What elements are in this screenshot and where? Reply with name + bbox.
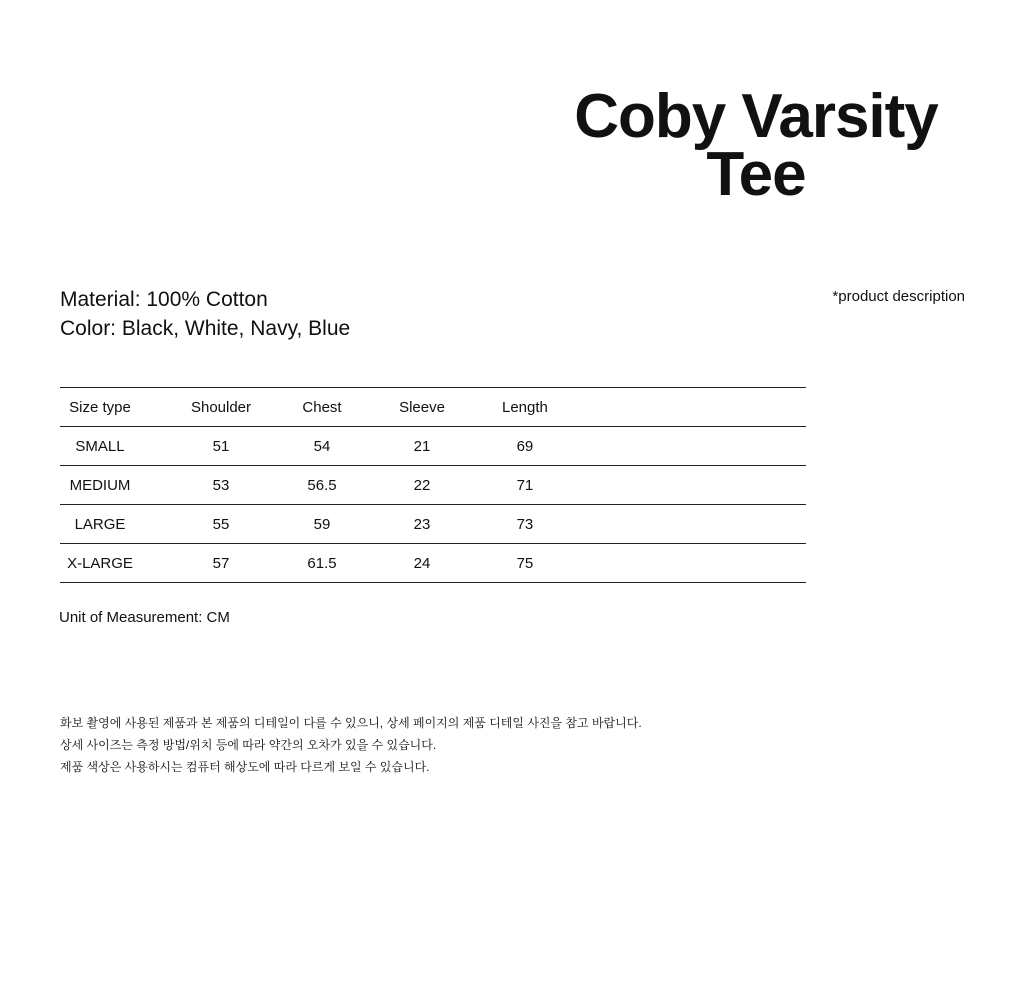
cell-sleeve: 23 — [342, 505, 502, 544]
table-header-row — [60, 388, 806, 427]
cell-size: LARGE — [60, 505, 140, 544]
product-title — [546, 82, 966, 209]
cell-shoulder: 55 — [140, 505, 302, 544]
cell-chest: 54 — [302, 427, 342, 466]
unit-of-measurement: Unit of Measurement: CM — [59, 609, 230, 626]
cell-shoulder: 57 — [140, 544, 302, 583]
note-line: 상세 사이즈는 측정 방법/위치 등에 따라 약간의 오차가 있을 수 있습니다. — [60, 738, 437, 752]
cell-spacer — [548, 466, 806, 505]
cell-sleeve: 21 — [342, 427, 502, 466]
cell-length: 69 — [502, 427, 548, 466]
cell-spacer — [548, 505, 806, 544]
cell-shoulder: 53 — [140, 466, 302, 505]
cell-sleeve: 24 — [342, 544, 502, 583]
cell-chest: 61.5 — [302, 544, 342, 583]
color-text: Color: Black, White, Navy, Blue — [60, 317, 351, 340]
table-row — [60, 466, 806, 505]
cell-size: X-LARGE — [60, 544, 140, 583]
notes-block — [60, 712, 642, 778]
cell-length: 73 — [502, 505, 548, 544]
table-row — [60, 427, 806, 466]
header-shoulder: Shoulder — [140, 388, 302, 427]
note-line: 화보 촬영에 사용된 제품과 본 제품의 디테일이 다를 수 있으니, 상세 페이지의 제품 디테일 사진을 참고 바랍니다. — [60, 716, 642, 730]
header-chest: Chest — [302, 388, 342, 427]
table-row — [60, 505, 806, 544]
product-title-line-2: Tee — [706, 140, 806, 209]
cell-size: SMALL — [60, 427, 140, 466]
cell-spacer — [548, 427, 806, 466]
material-text: Material: 100% Cotton — [60, 288, 268, 311]
header-spacer — [548, 388, 806, 427]
cell-sleeve: 22 — [342, 466, 502, 505]
cell-shoulder: 51 — [140, 427, 302, 466]
cell-chest: 59 — [302, 505, 342, 544]
cell-size: MEDIUM — [60, 466, 140, 505]
cell-chest: 56.5 — [302, 466, 342, 505]
header-sleeve: Sleeve — [342, 388, 502, 427]
header-length: Length — [502, 388, 548, 427]
header-size-type: Size type — [60, 388, 140, 427]
note-line: 제품 색상은 사용하시는 컴퓨터 해상도에 따라 다르게 보일 수 있습니다. — [60, 760, 430, 774]
product-title-line-1: Coby Varsity — [574, 82, 938, 151]
cell-length: 71 — [502, 466, 548, 505]
table-row — [60, 544, 806, 583]
size-table — [60, 387, 806, 583]
product-description-label: *product description — [832, 288, 965, 305]
cell-spacer — [548, 544, 806, 583]
cell-length: 75 — [502, 544, 548, 583]
